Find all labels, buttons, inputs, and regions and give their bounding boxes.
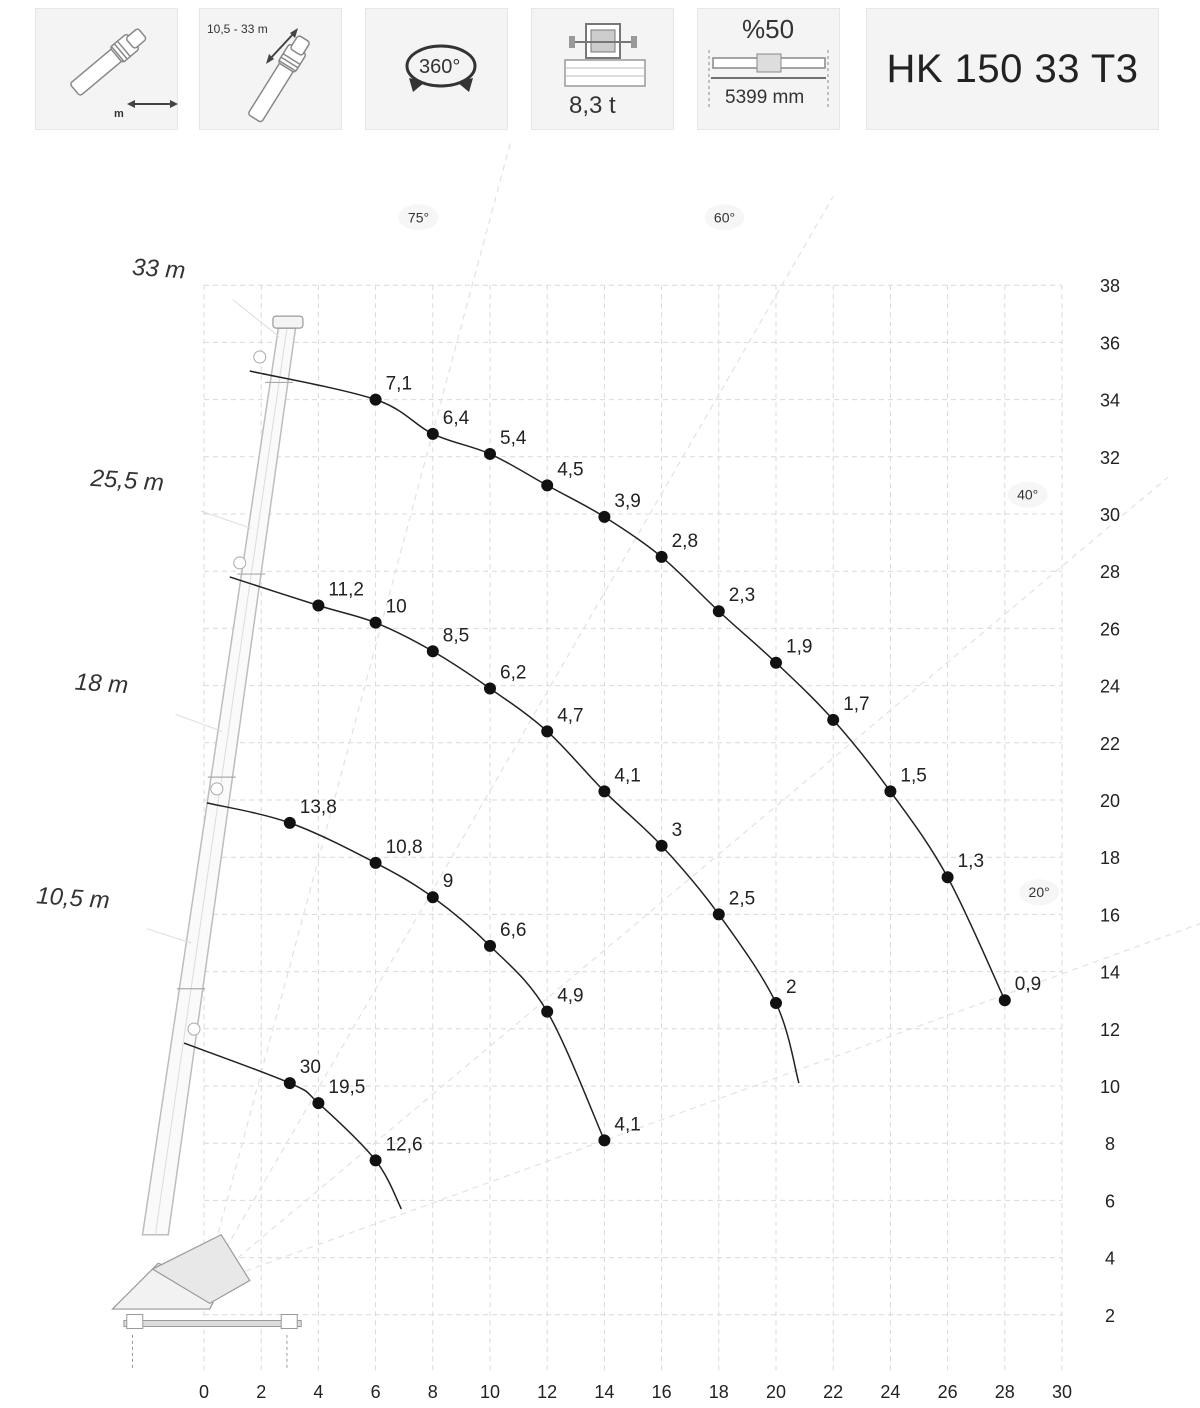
angle-line [204,196,833,1286]
x-tick-label: 4 [313,1382,324,1402]
y-tick-label: 24 [1099,676,1121,697]
y-tick-label: 30 [1099,505,1121,525]
boom-centerline [155,328,287,1235]
load-value-label: 6,2 [500,662,527,684]
load-curve [230,577,799,1083]
x-tick-label: 22 [823,1382,844,1402]
load-point [541,1006,553,1018]
boom-horizontal-extension-tile [35,8,178,130]
load-value-label: 3 [671,819,683,841]
weight-tile [531,8,674,130]
load-value-label: 2,8 [671,530,699,552]
boom-range-label: 10,5 - 33 m [207,22,268,36]
x-tick-label: 18 [708,1382,729,1402]
load-point [656,840,668,852]
boom-length-label: 25,5 m [89,464,165,497]
x-tick-label: 26 [937,1382,958,1402]
angle-label: 75° [407,209,430,226]
load-value-label: 10,8 [385,836,423,858]
boom [143,328,296,1235]
load-point [942,871,954,883]
load-value-label: 30 [299,1057,321,1079]
load-value-label: 1,7 [843,693,870,715]
load-chart [0,140,1200,1408]
load-point [598,511,610,523]
load-value-label: 1,3 [957,851,985,873]
load-value-label: 4,1 [614,1114,641,1136]
load-point [370,394,382,406]
load-point [656,551,668,563]
outrigger-right [281,1315,297,1329]
load-point [370,617,382,629]
load-value-label: 4,5 [557,459,584,481]
load-value-label: 4,1 [614,765,641,787]
load-point [598,1134,610,1146]
y-tick-label: 8 [1104,1134,1116,1155]
y-tick-label: 12 [1099,1019,1121,1040]
load-point [484,682,496,694]
load-value-label: 19,5 [328,1077,366,1099]
x-tick-label: 10 [479,1382,501,1402]
load-point [312,600,324,612]
rotation-label: 360° [419,56,461,78]
load-value-label: 9 [442,871,454,893]
load-value-label: 3,9 [614,490,641,512]
angle-line [204,856,1200,1286]
load-point [770,997,782,1009]
load-point [541,725,553,737]
x-tick-label: 30 [1051,1382,1073,1402]
x-tick-label: 14 [594,1382,615,1402]
y-tick-label: 2 [1104,1305,1116,1326]
load-point [284,1077,296,1089]
load-point [427,645,439,657]
x-tick-label: 28 [994,1382,1015,1402]
stabilizer-tile [697,8,840,130]
load-value-label: 8,5 [442,625,470,647]
load-value-label: 10 [385,596,407,618]
y-tick-label: 28 [1099,562,1121,583]
load-point [427,428,439,440]
load-value-label: 4,9 [557,985,584,1007]
x-tick-label: 0 [198,1382,210,1402]
load-point [484,448,496,460]
load-point [598,785,610,797]
load-point [713,605,725,617]
load-point [427,891,439,903]
angle-label: 40° [1017,486,1039,503]
load-point [312,1097,324,1109]
load-value-label: 1,9 [786,636,813,658]
boom-extension-icon [35,8,178,130]
y-tick-label: 38 [1099,276,1121,297]
hook-icon [188,1023,200,1035]
axis-labels [199,276,1120,1402]
load-value-label: 1,5 [900,765,927,787]
load-value-label: 2,5 [728,888,756,910]
y-tick-label: 34 [1099,390,1121,411]
load-value-label: 5,4 [500,427,527,449]
stabilizer-percent: %50 [742,14,795,44]
boom-tip-head [273,316,303,328]
load-point [370,857,382,869]
y-tick-label: 18 [1099,848,1121,869]
boom-length-label: 18 m [74,668,130,700]
y-tick-label: 4 [1104,1248,1116,1269]
load-point [884,785,896,797]
model-tile [866,8,1159,130]
load-value-label: 6,4 [442,407,470,429]
angle-line [204,140,530,1286]
stabilizer-width: 5399 mm [725,87,805,108]
boom-range-tile [199,8,342,130]
boom-length-leader [233,300,279,337]
load-point [541,479,553,491]
y-tick-label: 6 [1104,1191,1116,1212]
load-point [770,657,782,669]
load-point [484,940,496,952]
load-point [827,714,839,726]
angle-label: 60° [713,209,736,226]
y-tick-label: 32 [1099,447,1121,468]
load-point [370,1154,382,1166]
load-value-label: 13,8 [299,796,337,818]
load-value-label: 7,1 [385,373,413,395]
y-tick-label: 20 [1099,791,1121,811]
outrigger-beam [124,1321,301,1327]
y-tick-label: 14 [1099,962,1121,983]
load-point [284,817,296,829]
hook-icon [254,351,266,363]
boom-length-label: 10,5 m [35,882,111,915]
angle-label: 20° [1028,884,1050,901]
x-tick-label: 24 [880,1382,901,1402]
rotation-tile [365,8,508,130]
weight-label: 8,3 t [569,92,616,119]
hook-icon [234,557,246,569]
x-tick-label: 6 [370,1382,381,1402]
load-point [713,908,725,920]
chart-grid [204,285,1062,1372]
outrigger-left [127,1315,143,1329]
boom-length-leader [175,714,221,731]
load-value-label: 4,7 [557,705,584,727]
load-value-label: 2 [786,977,797,999]
x-tick-label: 20 [765,1382,787,1402]
load-point [999,994,1011,1006]
x-tick-label: 2 [256,1382,267,1402]
load-value-label: 6,6 [500,919,527,941]
angle-lines [204,140,1200,1286]
y-tick-label: 10 [1099,1077,1121,1097]
x-tick-label: 16 [651,1382,672,1402]
x-tick-label: 12 [537,1382,558,1402]
y-tick-label: 22 [1099,733,1121,754]
load-curves [184,351,1041,1209]
crane-drawing [35,254,303,1369]
load-value-label: 12,6 [385,1134,423,1156]
y-tick-label: 36 [1099,333,1121,354]
hook-icon [211,783,223,795]
spec-icon-bar [0,0,1200,140]
x-tick-label: 8 [427,1382,438,1402]
load-value-label: 0,9 [1014,974,1042,996]
model-name: HK 150 33 T3 [886,46,1139,91]
y-tick-label: 26 [1099,619,1121,640]
boom-extension-unit: m [114,108,124,120]
y-tick-label: 16 [1099,905,1121,926]
load-value-label: 2,3 [728,585,756,607]
boom-length-leader [147,929,191,943]
boom-length-label: 33 m [131,253,187,285]
load-curve [184,1043,401,1209]
load-value-label: 11,2 [328,579,364,601]
